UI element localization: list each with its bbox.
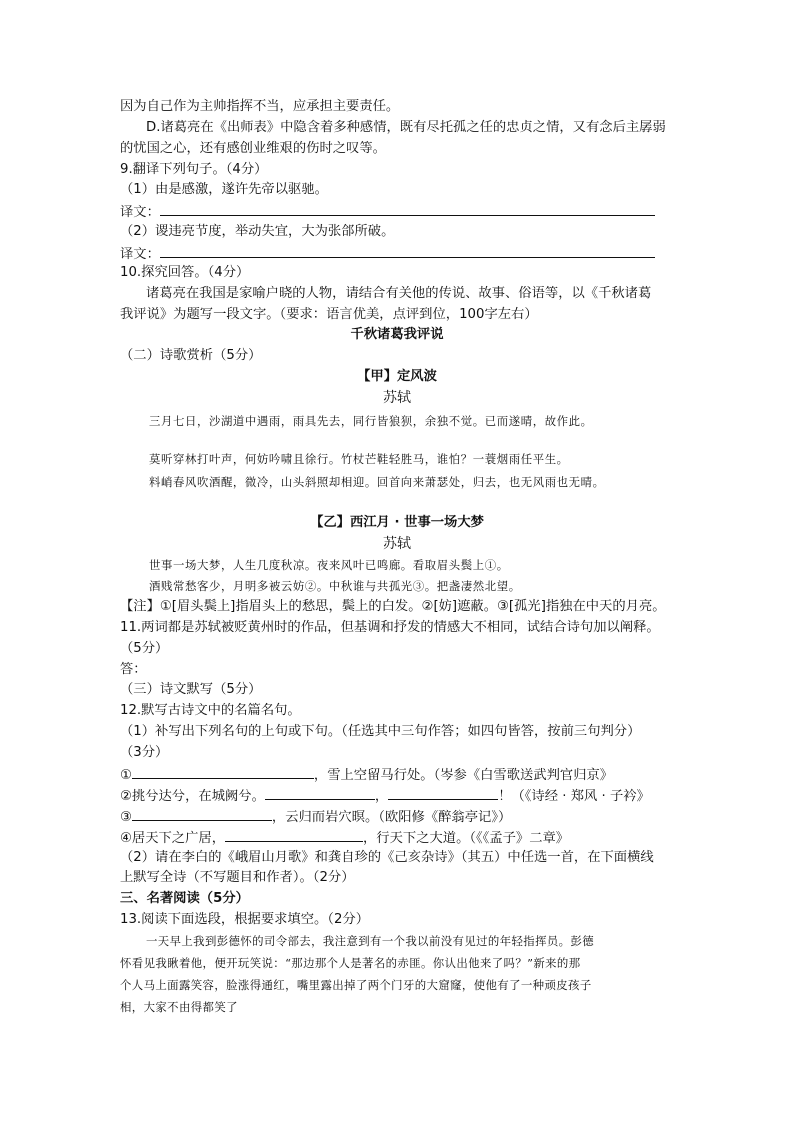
- fill-blank[interactable]: [265, 786, 375, 800]
- answer-label: 答：: [120, 662, 147, 677]
- question-12: 12.默写古诗文中的名篇名句。: [120, 703, 301, 718]
- translation-line-1: [120, 202, 680, 222]
- item-text: ②挑兮达兮，在城阙兮。: [120, 789, 265, 804]
- poem-b-author: 苏轼: [383, 536, 411, 552]
- passage-line: 一天早上我到彭德怀的司令部去，我注意到有一个我以前没有见过的年轻指挥员。彭德: [146, 934, 595, 948]
- poem-a-preface: 三月七日，沙湖道中遇雨，雨具先去，同行皆狼狈，余独不觉。已而遂晴，故作此。: [149, 414, 593, 428]
- item-number: ①: [120, 768, 132, 783]
- q9-sentence-2: （2）谡违亮节度，举动失宜，大为张郃所破。: [120, 224, 395, 239]
- poem-b-line: 酒贱常愁客少，月明多被云妨②。中秋谁与共孤光③。把盏凄然北望。: [149, 579, 521, 593]
- q12-part-1-points: （3分）: [120, 745, 169, 760]
- poem-a-line: 莫听穿林打叶声，何妨吟啸且徐行。竹杖芒鞋轻胜马，谁怕？一蓑烟雨任平生。: [149, 452, 569, 466]
- q11-points: （5分）: [120, 641, 169, 656]
- question-11: 11.两词都是苏轼被贬黄州时的作品，但基调和抒发的情感大不相同，试结合诗句加以阐释。: [120, 620, 660, 635]
- translation-label: 译文：: [120, 205, 160, 220]
- fill-blank[interactable]: [388, 786, 498, 800]
- poem-note: 【注】①[眉头鬓上]指眉头上的愁思，鬓上的白发。②[妨]遮蔽。③[孤光]指独在中天的月亮。: [120, 599, 666, 614]
- q12-part-1: （1）补写出下列名句的上句或下句。（任选其中三句作答；如四句皆答，按前三句判分）: [120, 724, 641, 739]
- fill-blank[interactable]: [132, 765, 314, 779]
- section-heading-recitation: （三）诗文默写（5分）: [120, 682, 262, 697]
- q10-prompt-cont: 我评说》为题写一段文字。（要求：语言优美，点评到位，100字左右）: [120, 307, 538, 322]
- essay-title: 千秋诸葛我评说: [350, 327, 444, 342]
- recitation-item-1: [120, 765, 680, 785]
- item-text: ！（《诗经 · 郑风 · 子衿》: [498, 789, 650, 804]
- answer-blank[interactable]: [160, 202, 655, 216]
- q12-part-2: （2）请在李白的《峨眉山月歌》和龚自珍的《己亥杂诗》（其五）中任选一首，在下面横线: [120, 850, 654, 865]
- item-text: ，雪上空留马行处。（岑参《白雪歌送武判官归京》: [313, 768, 614, 783]
- item-text: ④居天下之广居，: [120, 831, 225, 846]
- q12-part-2-cont: 上默写全诗（不写题目和作者）。（2分）: [120, 870, 355, 885]
- item-number: ③: [120, 810, 132, 825]
- answer-blank[interactable]: [160, 244, 655, 258]
- question-9: 9.翻译下列句子。（4分）: [120, 162, 268, 177]
- passage-line: 个人马上面露笑容，脸涨得通红，嘴里露出掉了两个门牙的大窟窿，使他有了一种顽皮孩子: [120, 978, 592, 992]
- passage-line: 怀看见我瞅着他，便开玩笑说：“那边那个人是著名的赤匪。你认出他来了吗？”新来的那: [120, 956, 581, 970]
- section-heading-classics: 三、名著阅读（5分）: [120, 891, 249, 906]
- poem-b-title: 【乙】西江月 · 世事一场大梦: [310, 515, 484, 530]
- option-d: D.诸葛亮在《出师表》中隐含着多种感情，既有尽托孤之任的忠贞之情，又有念后主孱弱: [146, 120, 666, 135]
- q9-sentence-1: （1）由是感激，遂许先帝以驱驰。: [120, 182, 328, 197]
- text-line: 因为自己作为主帅指挥不当，应承担主要责任。: [120, 99, 400, 114]
- item-text: ，行天下之大道。（《《孟子》二章》: [363, 831, 570, 846]
- poem-a-line: 料峭春风吹酒醒，微冷，山头斜照却相迎。回首向来萧瑟处，归去，也无风雨也无晴。: [149, 475, 605, 489]
- question-10: 10.探究回答。（4分）: [120, 265, 250, 280]
- translation-label: 译文：: [120, 247, 160, 262]
- translation-line-2: [120, 244, 680, 264]
- text-line: 的忧国之心，还有感创业维艰的伤时之叹等。: [120, 141, 386, 156]
- fill-blank[interactable]: [132, 807, 272, 821]
- recitation-item-4: [120, 828, 680, 848]
- item-text: ，云归而岩穴暝。（欧阳修《醉翁亭记》）: [271, 810, 512, 825]
- item-text: ，: [374, 789, 389, 804]
- passage-line: 相，大家不由得都笑了: [120, 1000, 238, 1014]
- poem-b-line: 世事一场大梦，人生几度秋凉。夜来风叶已鸣廊。看取眉头鬓上①。: [149, 558, 509, 572]
- recitation-item-2: [120, 786, 680, 806]
- question-13: 13.阅读下面选段，根据要求填空。（2分）: [120, 912, 370, 927]
- recitation-item-3: [120, 807, 680, 827]
- q10-prompt: 诸葛亮在我国是家喻户晓的人物，请结合有关他的传说、故事、俗语等，以《千秋诸葛: [146, 286, 652, 301]
- fill-blank[interactable]: [225, 828, 363, 842]
- poem-a-title: 【甲】定风波: [357, 369, 437, 384]
- section-heading-poetry: （二）诗歌赏析（5分）: [120, 348, 262, 363]
- poem-a-author: 苏轼: [383, 390, 411, 406]
